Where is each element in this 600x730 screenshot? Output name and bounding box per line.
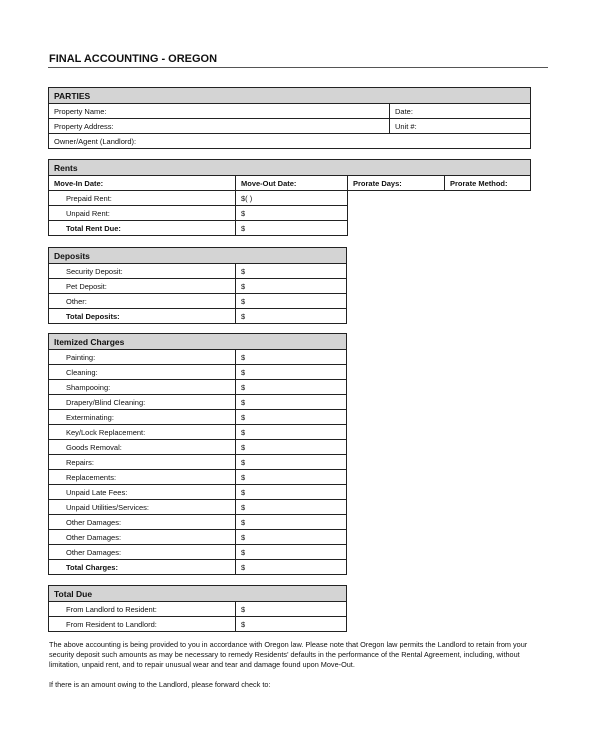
row-value-field[interactable]: $ [236,500,347,515]
parties-table [48,87,531,149]
table-row [49,485,347,500]
property-name-field[interactable]: Property Name: [49,104,390,119]
row-value-field[interactable]: $ [236,560,347,575]
prorate-days-field[interactable]: Prorate Days: [348,176,445,191]
table-row [49,470,347,485]
table-row [49,309,347,324]
table-row [49,350,347,365]
property-address-field[interactable]: Property Address: [49,119,390,134]
row-value-field[interactable]: $ [236,515,347,530]
parties-header: PARTIES [49,88,531,104]
notice-paragraph: The above accounting is being provided to you in accordance with Oregon law. Please note that Oregon law permits the Landlord to retain from your security deposit such amounts as may be necessary to remedy Residents' defaults in the performance of the Rental Agreement, including, without limitation, unpaid rent, and to repair unusual wear and tear and damage found upon Move-Out. [49,640,528,669]
document-title: FINAL ACCOUNTING - OREGON [49,53,218,65]
table-row [49,395,347,410]
prepaid-rent-value[interactable]: $( ) [236,191,348,206]
row-label: Repairs: [49,455,236,470]
table-row [49,455,347,470]
row-value-field[interactable]: $ [236,470,347,485]
row-label: Painting: [49,350,236,365]
table-row [49,530,347,545]
table-row [49,380,347,395]
row-value-field[interactable]: $ [236,617,347,632]
unpaid-rent-value[interactable]: $ [236,206,348,221]
row-value-field[interactable]: $ [236,380,347,395]
move-in-date-field[interactable]: Move-In Date: [49,176,236,191]
row-label: From Landlord to Resident: [49,602,236,617]
rents-header: Rents [49,160,531,176]
row-value-field[interactable]: $ [236,264,347,279]
row-value-field[interactable]: $ [236,440,347,455]
row-label: Exterminating: [49,410,236,425]
table-row [49,545,347,560]
row-label: Drapery/Blind Cleaning: [49,395,236,410]
total-due-table [48,585,347,632]
move-out-date-field[interactable]: Move-Out Date: [236,176,348,191]
row-label: Other: [49,294,236,309]
row-label: Other Damages: [49,545,236,560]
row-label: Other Damages: [49,530,236,545]
row-label: From Resident to Landlord: [49,617,236,632]
row-label: Other Damages: [49,515,236,530]
row-label: Goods Removal: [49,440,236,455]
table-row [49,410,347,425]
row-value-field[interactable]: $ [236,602,347,617]
row-value-field[interactable]: $ [236,309,347,324]
deposits-table [48,247,347,324]
row-label: Pet Deposit: [49,279,236,294]
unit-field[interactable]: Unit #: [390,119,531,134]
row-value-field[interactable]: $ [236,410,347,425]
row-label: Shampooing: [49,380,236,395]
row-label: Cleaning: [49,365,236,380]
total-due-header: Total Due [49,586,347,602]
forward-check-text: If there is an amount owing to the Landlord, please forward check to: [49,680,271,689]
row-value-field[interactable]: $ [236,455,347,470]
total-rent-due-value[interactable]: $ [236,221,348,236]
row-label: Security Deposit: [49,264,236,279]
itemized-charges-header: Itemized Charges [49,334,347,350]
table-row [49,560,347,575]
table-row [49,515,347,530]
table-row [49,279,347,294]
row-value-field[interactable]: $ [236,294,347,309]
itemized-charges-table [48,333,347,575]
prepaid-rent-label: Prepaid Rent: [49,191,236,206]
row-label: Unpaid Late Fees: [49,485,236,500]
row-value-field[interactable]: $ [236,395,347,410]
row-label: Replacements: [49,470,236,485]
row-value-field[interactable]: $ [236,485,347,500]
row-label: Key/Lock Replacement: [49,425,236,440]
table-row [49,602,347,617]
date-field[interactable]: Date: [390,104,531,119]
row-value-field[interactable]: $ [236,545,347,560]
owner-field[interactable]: Owner/Agent (Landlord): [49,134,531,149]
deposits-header: Deposits [49,248,347,264]
row-label: Total Deposits: [49,309,236,324]
row-value-field[interactable]: $ [236,425,347,440]
rents-table [48,159,531,236]
row-label: Total Charges: [49,560,236,575]
table-row [49,365,347,380]
row-label: Unpaid Utilities/Services: [49,500,236,515]
prorate-method-field[interactable]: Prorate Method: [445,176,531,191]
table-row [49,294,347,309]
row-value-field[interactable]: $ [236,279,347,294]
unpaid-rent-label: Unpaid Rent: [49,206,236,221]
table-row [49,617,347,632]
table-row [49,264,347,279]
row-value-field[interactable]: $ [236,530,347,545]
total-rent-due-label: Total Rent Due: [49,221,236,236]
row-value-field[interactable]: $ [236,350,347,365]
table-row [49,440,347,455]
row-value-field[interactable]: $ [236,365,347,380]
table-row [49,425,347,440]
title-divider [48,67,548,68]
table-row [49,500,347,515]
